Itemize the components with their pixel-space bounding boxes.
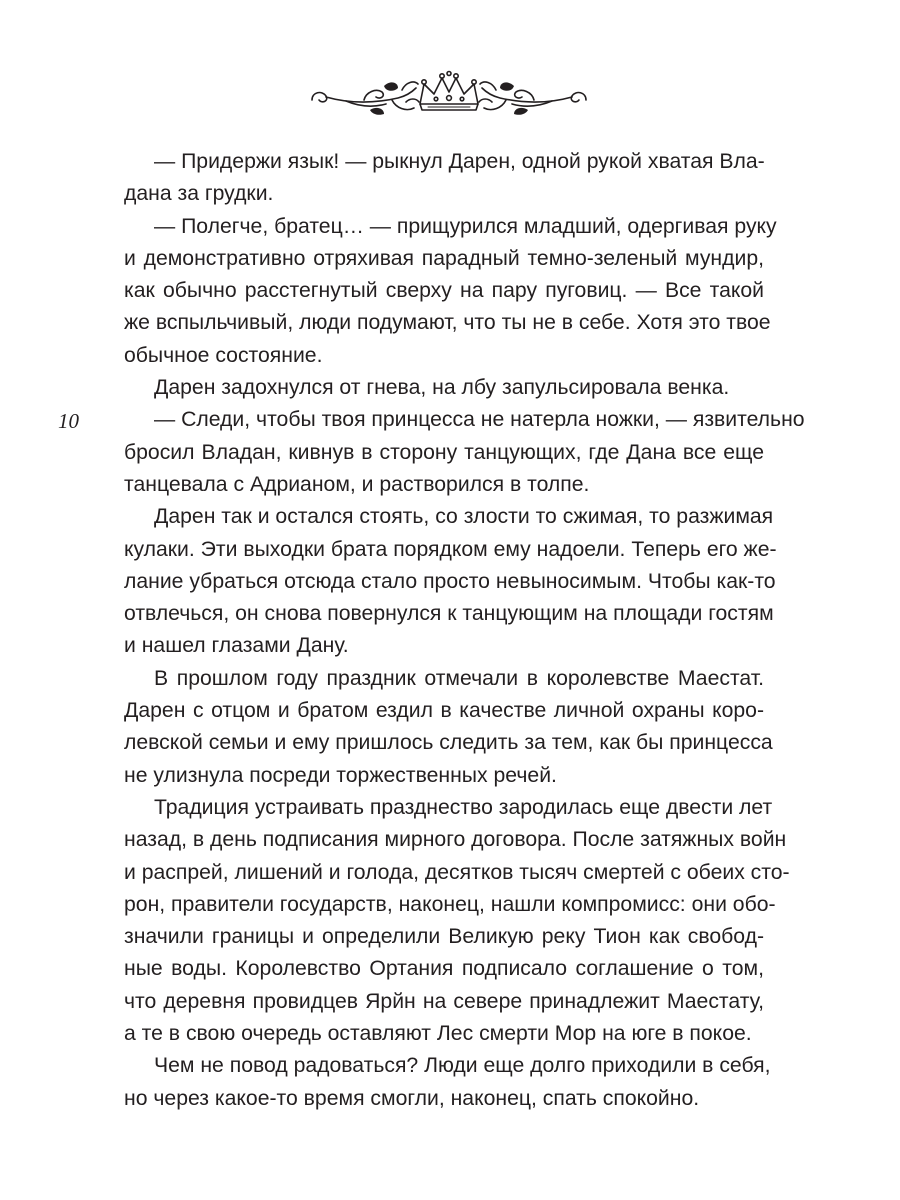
text-line: лание убраться отсюда стало просто невыносимым. Чтобы как-то [124, 569, 776, 593]
text-line: бросил Владан, кивнув в сторону танцующих, где Дана все еще [124, 440, 764, 464]
text-line: — Полегче, братец… — прищурился младший, одергивая руку [154, 214, 777, 238]
paragraph [124, 663, 773, 792]
text-line: а те в свою очередь оставляют Лес смерти Мор на юге в покое. [124, 1022, 752, 1046]
paragraph [124, 211, 777, 372]
text-line: и нашел глазами Дану. [124, 634, 349, 658]
text-line: — Придержи язык! — рыкнул Дарен, одной рукой хватая Вла- [154, 150, 765, 173]
text-line: и демонстративно отряхивая парадный темно-зеленый мундир, [124, 246, 764, 270]
text-line: дана за грудки. [124, 182, 274, 206]
text-line: левской семьи и ему пришлось следить за тем, как бы принцесса [124, 731, 773, 755]
text-line: не улизнула посреди торжественных речей. [124, 763, 557, 787]
text-line: — Следи, чтобы твоя принцесса не натерла ножки, — язвительно [154, 408, 805, 432]
text-line: обычное состояние. [124, 343, 323, 367]
page-number: 10 [58, 409, 79, 433]
text-line: В прошлом году праздник отмечали в королевстве Маестат. [154, 666, 764, 690]
paragraph [124, 404, 805, 501]
text-line: рон, правители государств, наконец, нашли компромисс: они обо- [124, 892, 776, 916]
text-line: но через какое-то время смогли, наконец, спать спокойно. [124, 1086, 700, 1110]
paragraph [124, 501, 777, 662]
text-line: танцевала с Адрианом, и растворился в толпе. [124, 472, 590, 496]
text-line: значили границы и определили Великую реку Тион как свобод- [124, 925, 764, 949]
text-line: Дарен так и остался стоять, со злости то сжимая, то разжимая [154, 505, 774, 529]
text-line: Чем не повод радоваться? Люди еще долго приходили в себя, [154, 1054, 771, 1078]
text-line: отвлечься, он снова повернулся к танцующим на площади гостям [124, 602, 774, 626]
text-line: Дарен с отцом и братом ездил в качестве личной охраны коро- [124, 699, 764, 723]
text-line: назад, в день подписания мирного договора. После затяжных войн [124, 828, 787, 852]
text-body [124, 146, 805, 1115]
paragraph [124, 146, 764, 211]
text-line: Дарен задохнулся от гнева, на лбу запульсировала венка. [154, 376, 730, 400]
paragraph [124, 372, 764, 404]
text-line: Традиция устраивать празднество зародилась еще двести лет [154, 795, 773, 819]
text-line: же вспыльчивый, люди подумают, что ты не в себе. Хотя это твое [124, 311, 771, 335]
text-line: и распрей, лишений и голода, десятков тысяч смертей с обеих сто- [124, 860, 790, 884]
text-line: что деревня провидцев Ярйн на севере принадлежит Маестату, [124, 989, 764, 1013]
text-line: кулаки. Эти выходки брата порядком ему надоели. Теперь его же- [124, 537, 777, 561]
paragraph [124, 1050, 771, 1115]
crown-flourish-icon [306, 70, 592, 120]
text-line: ные воды. Королевство Ортания подписало соглашение о том, [124, 957, 764, 981]
paragraph [124, 792, 790, 1050]
text-line: как обычно расстегнутый сверху на пару пуговиц. — Все такой [124, 279, 764, 303]
